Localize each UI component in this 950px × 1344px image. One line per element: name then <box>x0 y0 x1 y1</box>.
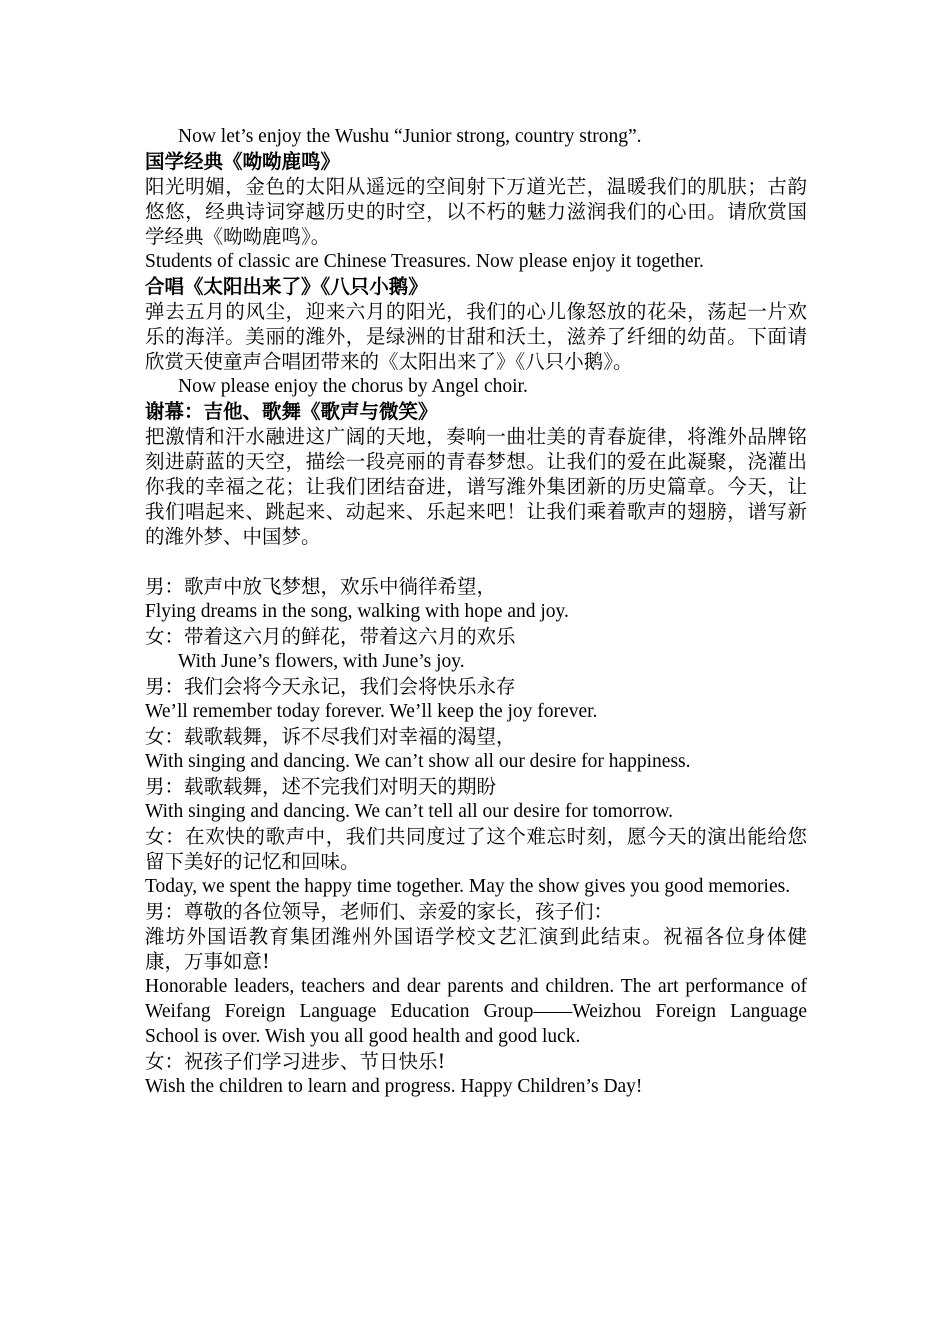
section-heading-finale: 谢幕：吉他、歌舞《歌声与微笑》 <box>145 400 438 423</box>
section-text-classics-en: Students of classic are Chinese Treasures. Now please enjoy it together. <box>145 251 704 272</box>
dialogue-line-female-3-cn: 女：在欢快的歌声中，我们共同度过了这个难忘时刻，愿今天的演出能给您留下美好的记忆和回味。 <box>145 825 807 873</box>
blank-line <box>145 549 807 574</box>
dialogue-line-male-4-cn: 男：尊敬的各位领导，老师们、亲爱的家长，孩子们： <box>145 900 614 923</box>
section-text-finale-cn: 把激情和汗水融进这广阔的天地，奏响一曲壮美的青春旋律，将潍外品牌铭刻进蔚蓝的天空，描绘一段亮丽的青春梦想。让我们的爱在此凝聚，浇灌出你我的幸福之花；让我们团结奋进，谱写潍外集团新的历史篇章。今天，让我们唱起来、跳起来、动起来、乐起来吧！让我们乘着歌声的翅膀，谱写新的潍外梦、中国梦。 <box>145 425 807 548</box>
dialogue-line-male-3-cn: 男：载歌载舞，述不完我们对明天的期盼 <box>145 775 497 798</box>
dialogue-line-male-2-en: We’ll remember today forever. We’ll keep the joy forever. <box>145 701 598 722</box>
section-heading-chorus: 合唱《太阳出来了》《八只小鹅》 <box>145 275 428 298</box>
dialogue-line-male-1-en: Flying dreams in the song, walking with hope and joy. <box>145 601 569 622</box>
dialogue-line-female-4-cn: 女：祝孩子们学习进步、节日快乐! <box>145 1050 446 1073</box>
section-text-chorus-en: Now please enjoy the chorus by Angel choir. <box>178 376 528 397</box>
dialogue-line-male-2-cn: 男：我们会将今天永记，我们会将快乐永存 <box>145 675 516 698</box>
dialogue-line-female-1-cn: 女：带着这六月的鲜花，带着这六月的欢乐 <box>145 625 516 648</box>
dialogue-line-female-3-en: Today, we spent the happy time together. May the show gives you good memories. <box>145 876 791 897</box>
dialogue-line-male-3-en: With singing and dancing. We can’t tell all our desire for tomorrow. <box>145 801 673 822</box>
wushu-intro-en: Now let’s enjoy the Wushu “Junior strong, country strong”. <box>178 126 642 147</box>
closing-statement-cn: 潍坊外国语教育集团潍州外国语学校文艺汇演到此结束。祝福各位身体健康，万事如意! <box>145 925 807 973</box>
dialogue-line-female-4-en: Wish the children to learn and progress. Happy Children’s Day! <box>145 1076 643 1097</box>
dialogue-line-female-2-en: With singing and dancing. We can’t show all our desire for happiness. <box>145 751 691 772</box>
section-heading-classics: 国学经典《呦呦鹿鸣》 <box>145 150 341 173</box>
dialogue-line-female-1-en: With June’s flowers, with June’s joy. <box>178 651 465 672</box>
section-text-chorus-cn: 弹去五月的风尘，迎来六月的阳光，我们的心儿像怒放的花朵，荡起一片欢乐的海洋。美丽的潍外，是绿洲的甘甜和沃土，滋养了纤细的幼苗。下面请欣赏天使童声合唱团带来的《太阳出来了》《八只小鹅》。 <box>145 300 807 373</box>
document-page <box>145 124 807 1099</box>
section-text-classics-cn: 阳光明媚，金色的太阳从遥远的空间射下万道光芒，温暖我们的肌肤；古韵悠悠，经典诗词穿越历史的时空，以不朽的魅力滋润我们的心田。请欣赏国学经典《呦呦鹿鸣》。 <box>145 175 807 248</box>
closing-statement-en: Honorable leaders, teachers and dear parents and children. The art performance of Weifang Foreign Language Education Group——Weizhou Foreign Language School is over. Wish you all good health and good luck. <box>145 976 807 1047</box>
dialogue-line-male-1-cn: 男：歌声中放飞梦想，欢乐中徜徉希望， <box>145 575 497 598</box>
dialogue-line-female-2-cn: 女：载歌载舞，诉不尽我们对幸福的渴望， <box>145 725 516 748</box>
